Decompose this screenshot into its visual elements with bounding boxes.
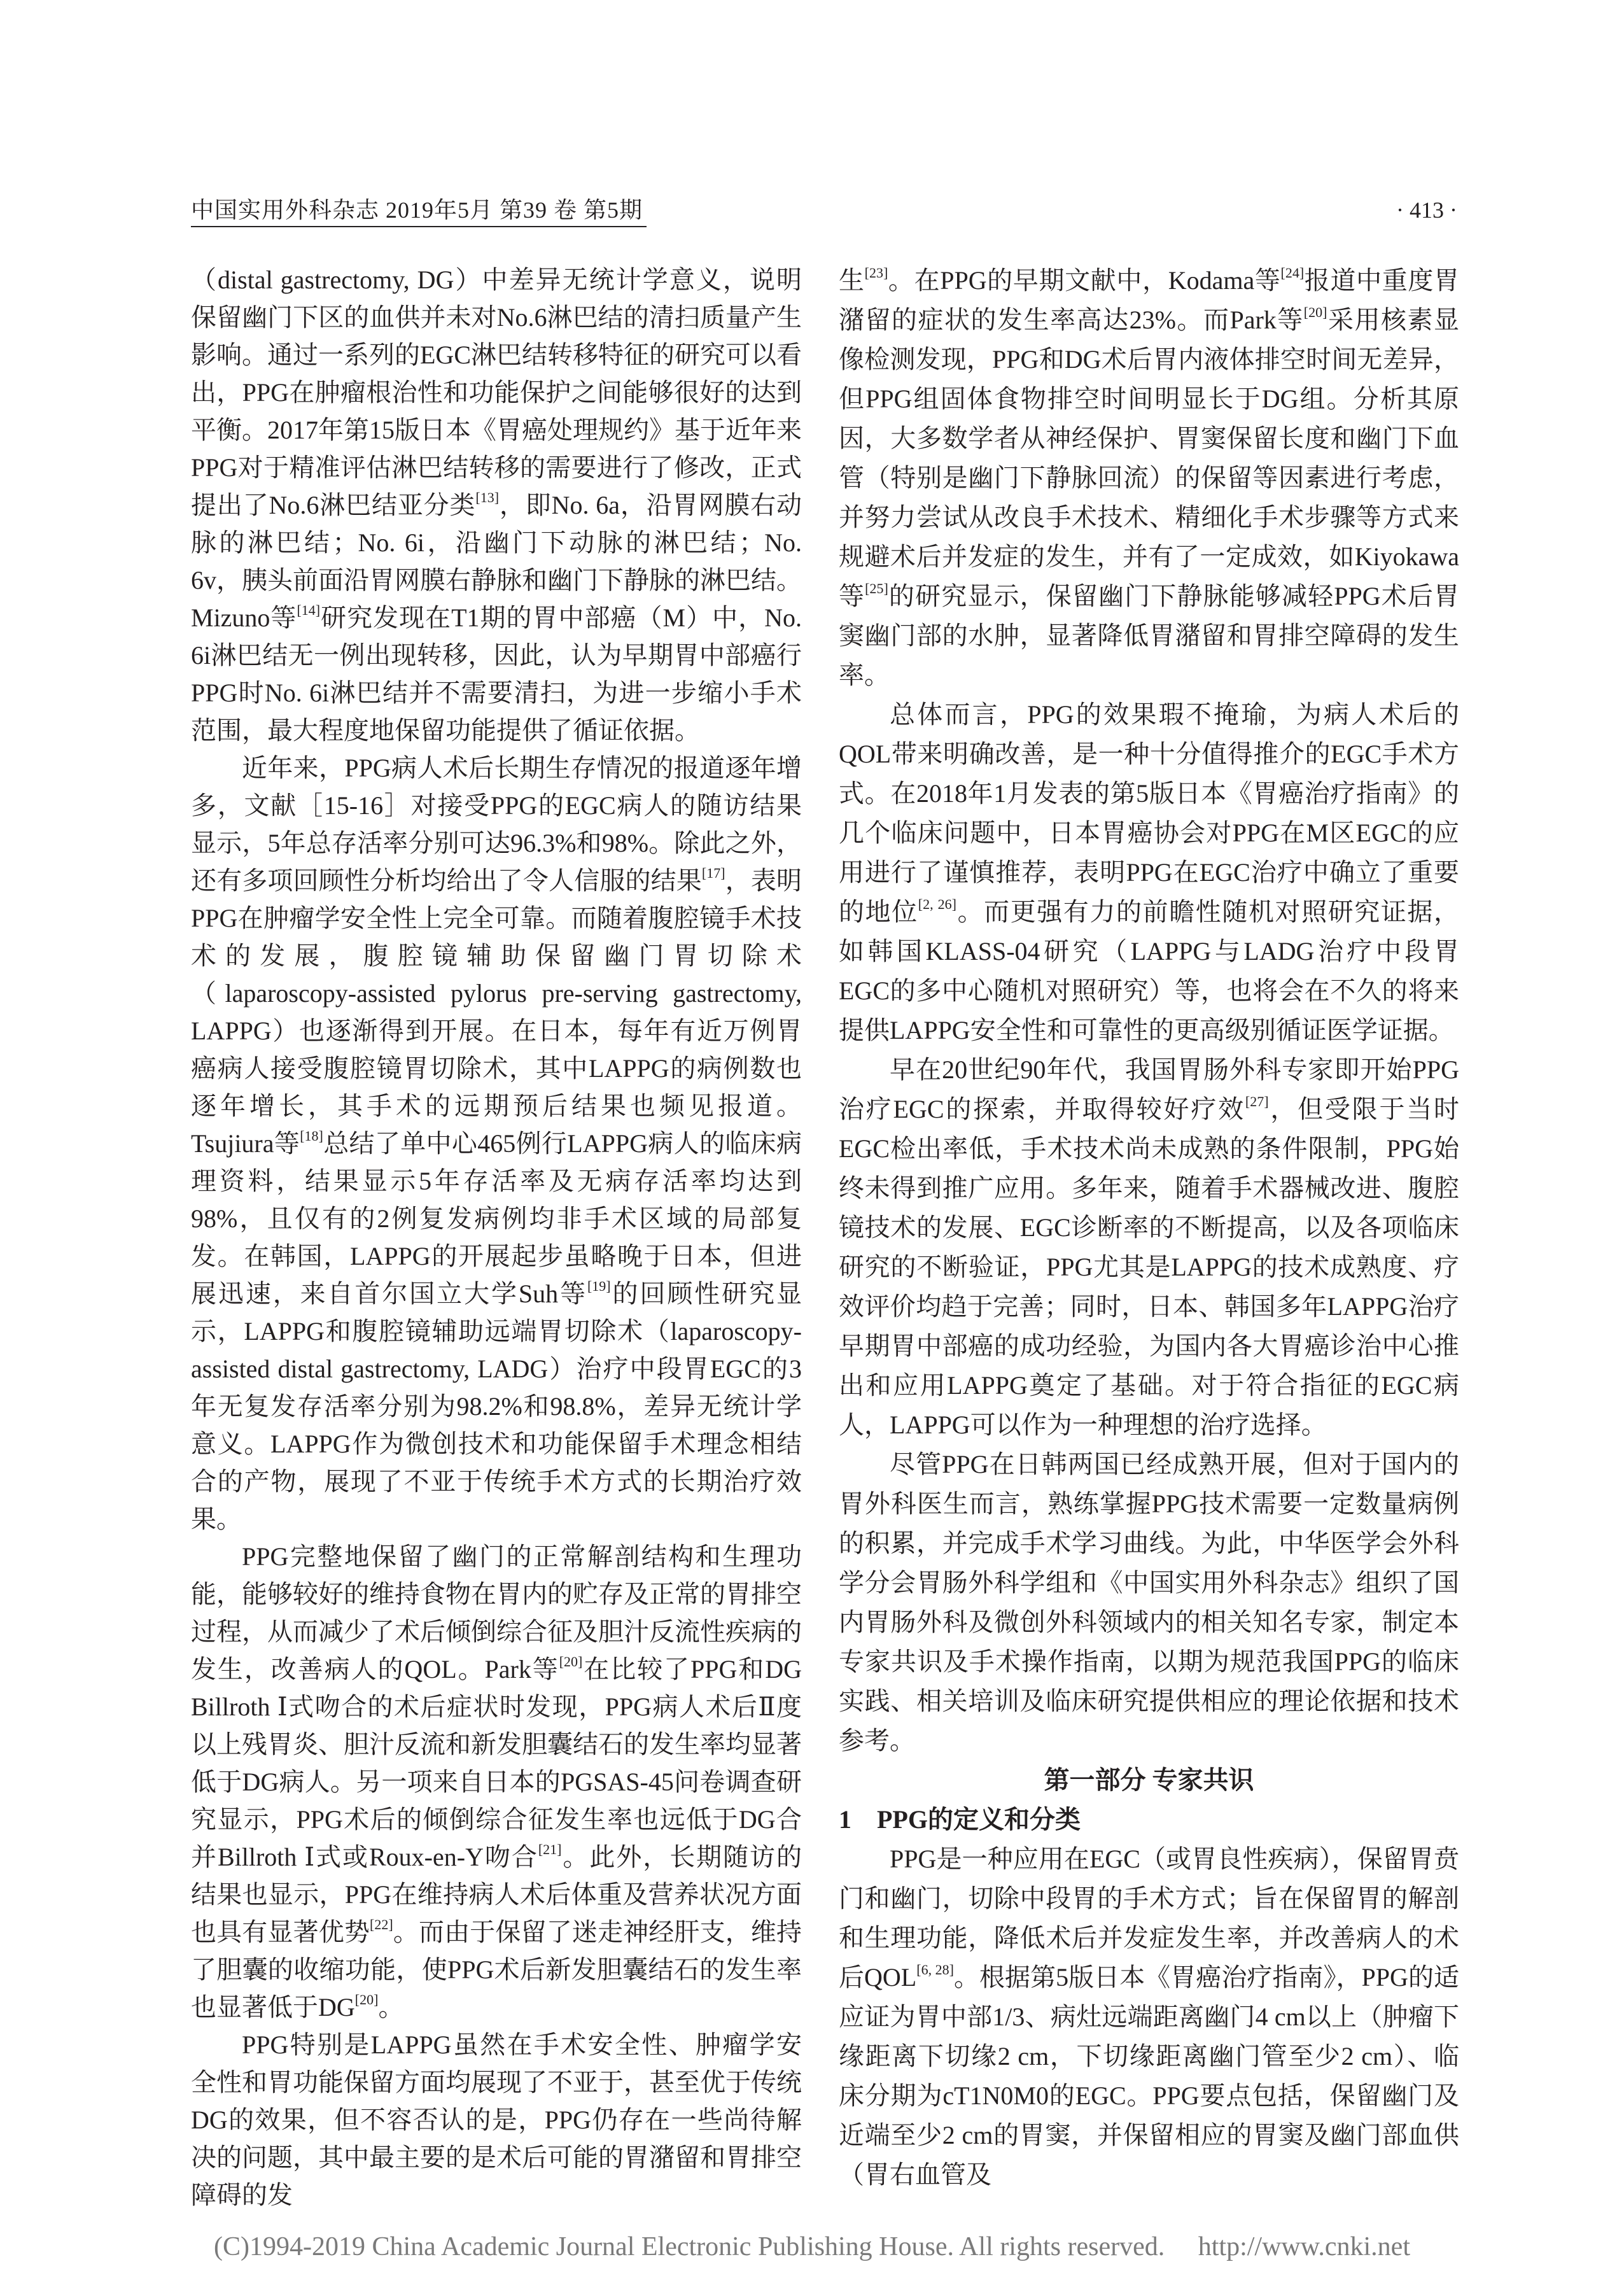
- text-run: （distal gastrectomy, DG）中差异无统计学意义，说明保留幽门下区的血供并未对No.6淋巴结的清扫质量产生影响。通过一系列的EGC淋巴结转移特征的研究可以看出，PPG在肿瘤根治性和功能保护之间能够很好的达到平衡。2017年第15版日本《胃癌处理规约》基于近年来PPG对于精准评估淋巴结转移的需要进行了修改，正式提出了No.6淋巴结亚分类: [191, 265, 802, 519]
- citation-reference: [6, 28]: [916, 1962, 954, 1978]
- citation-reference: [21]: [538, 1841, 562, 1857]
- citation-reference: [13]: [475, 489, 500, 505]
- text-run: 研究发现在T1期的胃中部癌（M）中，No. 6i淋巴结无一例出现转移，因此，认为早期胃中部癌行PPG时No. 6i淋巴结并不需要清扫，为进一步缩小手术范围，最大程度地保留功能提供了循证依据。: [191, 603, 802, 745]
- cnki-link[interactable]: http://www.cnki.net: [1198, 2232, 1410, 2261]
- right-column: [839, 261, 1459, 2195]
- text-run: 。此外，长期随访的结果也显示，PPG在维持病人术后体重及营养状况方面也具有显著优势: [191, 1843, 802, 1946]
- citation-reference: [2, 26]: [918, 896, 956, 912]
- citation-reference: [20]: [354, 1992, 379, 2007]
- text-run: PPG特别是LAPPG虽然在手术安全性、肿瘤学安全性和胃功能保留方面均展现了不亚于，甚至优于传统DG的效果，但不容否认的是，PPG仍存在一些尚待解决的问题，其中最主要的是术后可能的胃潴留和胃排空障碍的发: [191, 2030, 802, 2209]
- citation-reference: [20]: [1303, 304, 1327, 320]
- citation-reference: [20]: [559, 1654, 583, 1670]
- text-run: 。根据第5版日本《胃癌治疗指南》，PPG的适应证为胃中部1/3、病灶远端距离幽门4 cm以上（肿瘤下缘距离下切缘2 cm，下切缘距离幽门管至少2 cm）、临床分期为cT1N0M0的EGC。PPG要点包括，保留幽门及近端至少2 cm的胃窦，并保留相应的胃窦及幽门部血供（胃右血管及: [839, 1963, 1459, 2189]
- citation-reference: [25]: [865, 580, 888, 596]
- paragraph: [839, 1839, 1459, 2195]
- paragraph: [839, 695, 1459, 1050]
- text-run: 总结了单中心465例行LAPPG病人的临床病理资料，结果显示5年存活率及无病存活率均达到98%，且仅有的2例复发病例均非手术区域的局部复发。在韩国，LAPPG的开展起步虽略晚于日本，但进展迅速，来自首尔国立大学Suh等: [191, 1129, 802, 1308]
- text-run: 早在20世纪90年代，我国胃肠外科专家即开始PPG治疗EGC的探索，并取得较好疗效: [839, 1055, 1459, 1123]
- text-run: 。而更强有力的前瞻性随机对照研究证据，如韩国KLASS-04研究（LAPPG与LADG治疗中段胃EGC的多中心随机对照研究）等，也将会在不久的将来提供LAPPG安全性和可靠性的更高级别循证医学证据。: [839, 897, 1460, 1044]
- text-run: ，表明PPG在肿瘤学安全性上完全可靠。而随着腹腔镜手术技术的发展，腹腔镜辅助保留幽门胃切除术（laparoscopy-assisted pylorus pre-serving gastrectomy, LAPPG）也逐渐得到开展。在日本，每年有近万例胃癌病人接受腹腔镜胃切除术，其中LAPPG的病例数也逐年增长，其手术的远期预后结果也频见报道。Tsujiura等: [191, 866, 802, 1158]
- citation-reference: [22]: [370, 1916, 393, 1932]
- citation-reference: [23]: [864, 265, 888, 281]
- page-number: · 413 ·: [1396, 197, 1457, 223]
- text-run: 报道中重度胃潴留的症状的发生率高达23%。而Park等: [839, 266, 1460, 334]
- citation-reference: [24]: [1280, 265, 1305, 281]
- paragraph: [839, 1050, 1459, 1445]
- paragraph: [191, 261, 802, 749]
- text-run: PPG完整地保留了幽门的正常解剖结构和生理功能，能够较好的维持食物在胃内的贮存及正常的胃排空过程，从而减少了术后倾倒综合征及胆汁反流性疾病的发生，改善病人的QOL。Park等: [191, 1542, 802, 1684]
- text-run: 采用核素显像检测发现，PPG和DG术后胃内液体排空时间无差异，但PPG组固体食物排空时间明显长于DG组。分析其原因，大多数学者从神经保护、胃窦保留长度和幽门下血管（特别是幽门下静脉回流）的保留等因素进行考虑，并努力尝试从改良手术技术、精细化手术步骤等方式来规避术后并发症的发生，并有了一定成效，如Kiyokawa等: [839, 306, 1460, 610]
- text-run: ，即No. 6a，沿胃网膜右动脉的淋巴结；No. 6i，沿幽门下动脉的淋巴结；No. 6v，胰头前面沿胃网膜右静脉和幽门下静脉的淋巴结。Mizuno等: [191, 491, 802, 632]
- copyright-notice: (C)1994-2019 China Academic Journal Electronic Publishing House. All rights reserved.: [214, 2232, 1165, 2261]
- paragraph: [191, 1538, 802, 2026]
- text-run: ，但受限于当时EGC检出率低，手术技术尚未成熟的条件限制，PPG始终未得到推广应用。多年来，随着手术器械改进、腹腔镜技术的发展、EGC诊断率的不断提高，以及各项临床研究的不断验证，PPG尤其是LAPPG的技术成熟度、疗效评价均趋于完善；同时，日本、韩国多年LAPPG治疗早期胃中部癌的成功经验，为国内各大胃癌诊治中心推出和应用LAPPG奠定了基础。对于符合指征的EGC病人，LAPPG可以作为一种理想的治疗选择。: [839, 1095, 1460, 1439]
- text-run: 近年来，PPG病人术后长期生存情况的报道逐年增多，文献［15-16］对接受PPG的EGC病人的随访结果显示，5年总存活率分别可达96.3%和98%。除此之外，还有多项回顾性分析均给出了令人信服的结果: [191, 754, 802, 895]
- section-heading: 第一部分 专家共识: [1044, 1766, 1254, 1794]
- text-run: 生: [839, 266, 865, 295]
- text-run: PPG是一种应用在EGC（或胃良性疾病），保留胃贲门和幽门，切除中段胃的手术方式；旨在保留胃的解剖和生理功能，降低术后并发症发生率，并改善病人的术后QOL: [839, 1845, 1459, 1992]
- citation-reference: [27]: [1245, 1093, 1269, 1109]
- subsection-heading: 1 PPG的定义和分类: [839, 1805, 1081, 1834]
- text-run: 的研究显示，保留幽门下静脉能够减轻PPG术后胃窦幽门部的水肿，显著降低胃潴留和胃排空障碍的发生率。: [839, 582, 1459, 689]
- citation-reference: [19]: [587, 1278, 611, 1294]
- citation-reference: [14]: [297, 602, 321, 618]
- text-run: 尽管PPG在日韩两国已经成熟开展，但对于国内的胃外科医生而言，熟练掌握PPG技术需要一定数量病例的积累，并完成手术学习曲线。为此，中华医学会外科学分会胃肠外科学组和《中国实用外科杂志》组织了国内胃肠外科及微创外科领域内的相关知名专家，制定本专家共识及手术操作指南，以期为规范我国PPG的临床实践、相关培训及临床研究提供相应的理论依据和技术参考。: [839, 1450, 1459, 1755]
- footer: [0, 2231, 1624, 2263]
- text-run: 。而由于保留了迷走神经肝支，维持了胆囊的收缩功能，使PPG术后新发胆囊结石的发生率也显著低于DG: [191, 1918, 802, 2021]
- text-run: 。: [378, 1993, 404, 2021]
- left-column: [191, 261, 802, 2214]
- text-run: 。在PPG的早期文献中，Kodama等: [888, 266, 1281, 295]
- paragraph: [191, 749, 802, 1538]
- paragraph: [839, 1445, 1459, 1761]
- citation-reference: [17]: [701, 865, 725, 881]
- text-run: 总体而言，PPG的效果瑕不掩瑜，为病人术后的QOL带来明确改善，是一种十分值得推介的EGC手术方式。在2018年1月发表的第5版日本《胃癌治疗指南》的几个临床问题中，日本胃癌协会对PPG在M区EGC的应用进行了谨慎推荐，表明PPG在EGC治疗中确立了重要的地位: [839, 700, 1459, 926]
- citation-reference: [18]: [300, 1128, 323, 1144]
- text-run: 在比较了PPG和DG Billroth Ⅰ式吻合的术后症状时发现，PPG病人术后Ⅱ度以上残胃炎、胆汁反流和新发胆囊结石的发生率均显著低于DG病人。另一项来自日本的PGSAS-45问卷调查研究显示，PPG术后的倾倒综合征发生率也远低于DG合并Billroth Ⅰ式或Roux-en-Y吻合: [191, 1655, 802, 1871]
- journal-running-header: 中国实用外科杂志 2019年5月 第39 卷 第5期: [191, 194, 647, 227]
- paragraph: [839, 261, 1459, 695]
- text-run: 的回顾性研究显示，LAPPG和腹腔镜辅助远端胃切除术（laparoscopy-assisted distal gastrectomy, LADG）治疗中段胃EGC的3年无复发存活率分别为98.2%和98.8%，差异无统计学意义。LAPPG作为微创技术和功能保留手术理念相结合的产物，展现了不亚于传统手术方式的长期治疗效果。: [191, 1279, 802, 1533]
- paragraph: [191, 2026, 802, 2214]
